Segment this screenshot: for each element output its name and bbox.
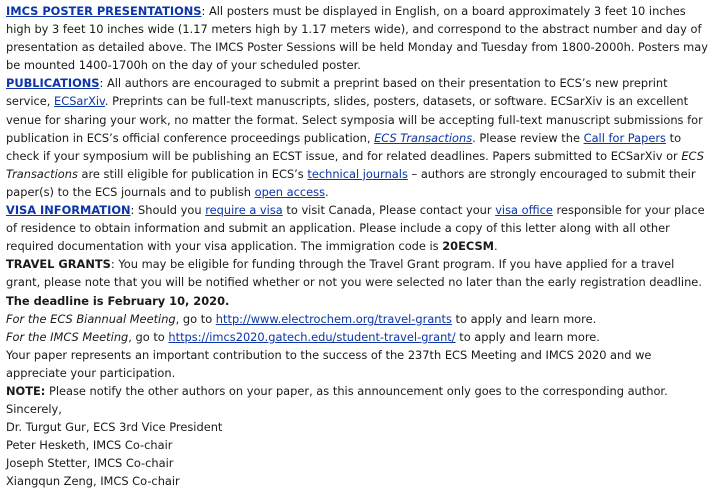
poster-heading: IMCS POSTER PRESENTATIONS bbox=[6, 4, 202, 18]
travel-deadline: The deadline is February 10, 2020. bbox=[6, 293, 230, 308]
signer-1: Dr. Turgut Gur, ECS 3rd Vice President bbox=[6, 420, 223, 435]
travel-text-1: : You may be eligible for funding through the Travel Grant program. If you have applied for a travel grant, please note that you will be notified whether or not you were selected no later than the early registration deadline. bbox=[6, 257, 702, 290]
signer-3: Joseph Stetter, IMCS Co-chair bbox=[6, 456, 174, 471]
immigration-code: 20ECSM bbox=[442, 239, 494, 254]
poster-paragraph bbox=[6, 2, 711, 74]
contribution-paragraph: Your paper represents an important contribution to the success of the 237th ECS Meeting and IMCS 2020 and we appreciate your participation. bbox=[6, 347, 652, 380]
visa-text-2: to visit Canada, Please contact your bbox=[282, 203, 496, 218]
ecsarxiv-link[interactable]: ECSarXiv bbox=[54, 94, 105, 109]
travel-paragraph bbox=[6, 255, 711, 309]
technical-journals-link[interactable]: technical journals bbox=[307, 166, 408, 181]
note-paragraph bbox=[6, 382, 711, 400]
imcs-meeting-italic: For the IMCS Meeting bbox=[6, 329, 129, 344]
visa-text-4: . bbox=[494, 239, 498, 254]
ecs-meeting-italic: For the ECS Biannual Meeting bbox=[6, 311, 176, 326]
open-access-link[interactable]: open access bbox=[254, 184, 326, 199]
visa-office-link[interactable]: visa office bbox=[495, 203, 553, 218]
require-visa-link[interactable]: require a visa bbox=[205, 203, 283, 218]
note-label: NOTE: bbox=[6, 383, 46, 398]
publications-text-7: . bbox=[325, 184, 329, 199]
signer-4: Xiangqun Zeng, IMCS Co-chair bbox=[6, 474, 180, 489]
publications-paragraph bbox=[6, 74, 711, 201]
ecs-travel-grants-link[interactable]: http://www.electrochem.org/travel-grants bbox=[215, 311, 452, 326]
publications-text-2: . Preprints can be full-text manuscripts, slides, posters, datasets, or software. ECSarXiv is an excellent venue for sharing your work, no matter the format. Select symposia will be accepting full-text manuscript submissions for publication in ECS’s official conference proceedings publication, bbox=[6, 94, 703, 145]
publications-text-6: – authors are strongly encouraged to submit their paper(s) to the ECS journals and to publish bbox=[6, 166, 696, 199]
travel-heading: TRAVEL GRANTS bbox=[6, 257, 111, 272]
imcs-travel-grant-link[interactable]: https://imcs2020.gatech.edu/student-travel-grant/ bbox=[168, 329, 456, 344]
publications-text-1: : All authors are encouraged to submit a preprint based on their presentation to ECS’s new preprint service, bbox=[6, 76, 668, 109]
visa-text-1: : Should you bbox=[130, 203, 206, 218]
publications-heading: PUBLICATIONS bbox=[6, 76, 100, 91]
publications-text-4: to check if your symposium will be publishing an ECST issue, and for related deadlines. Papers submitted to ECSarXiv or bbox=[6, 130, 682, 163]
publications-text-3: . Please review the bbox=[472, 130, 584, 145]
visa-text-3: responsible for your place of residence to obtain information and submit an application. Please include a copy of this letter along with all other required documentation with your visa application. The immigration code is bbox=[6, 203, 705, 254]
publications-text-5: are still eligible for publication in ECS’s bbox=[77, 166, 308, 181]
imcs-travel-text: , go to bbox=[128, 329, 169, 344]
imcs-travel-line bbox=[6, 328, 711, 346]
poster-text: : All posters must be displayed in English, on a board approximately 3 feet 10 inches high by 3 feet 10 inches wide (1.17 meters high by 1.17 meters wide), and correspond to the abstract number and day of presentation as detailed above. The IMCS Poster Sessions will be held Monday and Tuesday from 1800-2000h. Posters may be mounted 1400-1700h on the day of your scheduled poster. bbox=[6, 4, 708, 73]
visa-paragraph bbox=[6, 201, 711, 255]
ecs-transactions-link[interactable]: ECS Transactions bbox=[374, 130, 473, 145]
call-for-papers-link[interactable]: Call for Papers bbox=[583, 130, 666, 145]
ecs-travel-end: to apply and learn more. bbox=[451, 311, 597, 326]
ecs-travel-text: , go to bbox=[175, 311, 216, 326]
imcs-travel-end: to apply and learn more. bbox=[455, 329, 600, 344]
note-text: Please notify the other authors on your paper, as this announcement only goes to the corresponding author. bbox=[45, 383, 668, 398]
ecs-travel-line bbox=[6, 310, 711, 328]
visa-heading: VISA INFORMATION bbox=[6, 203, 131, 218]
sincerely: Sincerely, bbox=[6, 402, 62, 417]
ecs-transactions-italic: ECS Transactions bbox=[6, 148, 704, 181]
signer-2: Peter Hesketh, IMCS Co-chair bbox=[6, 438, 173, 453]
